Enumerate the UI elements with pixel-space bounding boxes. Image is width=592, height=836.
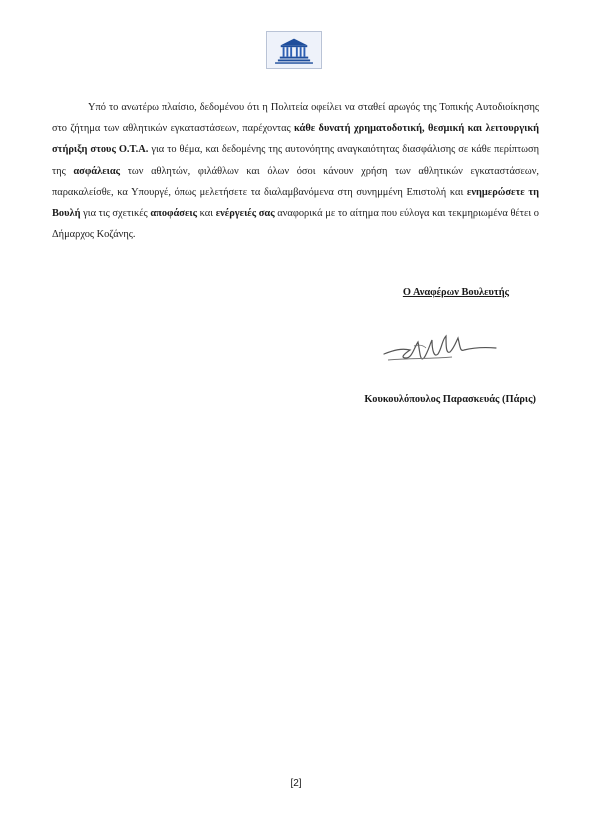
signer-name: Κουκουλόπουλος Παρασκευάς (Πάρις) xyxy=(364,394,536,405)
parliament-logo xyxy=(266,31,322,69)
paragraph-emphasis-decisions: αποφάσεις xyxy=(150,208,197,220)
paragraph-text-2: για το θέμα, και δεδομένης της αυτονόητης αναγκαιότητας διασφάλισης σε κάθε περίπτωση της xyxy=(52,144,540,177)
signature-icon xyxy=(380,328,500,372)
paragraph-text-6: αναφορικά με το αίτημα που εύλογα και τεκμηριωμένα θέτει ο Δήμαρχος Κοζάνης. xyxy=(52,208,539,241)
parliament-emblem-icon xyxy=(267,32,321,68)
signer-title: Ο Αναφέρων Βουλευτής xyxy=(402,287,509,298)
body-paragraph xyxy=(52,97,539,245)
page-number: [2] xyxy=(290,778,302,789)
request-paragraph xyxy=(52,97,539,245)
paragraph-emphasis-inform: ενημερώσετε τη Βουλή xyxy=(52,186,540,220)
paragraph-text-5: και xyxy=(197,208,216,220)
paragraph-emphasis-actions: ενέργειές σας xyxy=(215,208,275,220)
paragraph-text-1: Υπό το ανωτέρω πλαίσιο, δεδομένου ότι η Πολιτεία οφείλει να σταθεί αρωγός της Τοπικής Αυτοδιοίκησης στο ζήτημα των αθλητικών εγκαταστάσεων, παρέχοντας xyxy=(52,102,539,135)
paragraph-emphasis-safety: ασφάλειας xyxy=(73,165,121,177)
handwritten-signature xyxy=(380,328,500,372)
paragraph-text-3: των αθλητών, φιλάθλων και όλων όσοι κάνουν χρήση των αθλητικών εγκαταστάσεων, παρακαλείσθε, κα Υπουργέ, όπως μελετήσετε τα διαλαμβανόμενα στη συνημμένη Επιστολή και xyxy=(52,165,539,198)
paragraph-emphasis-support: κάθε δυνατή χρηματοδοτική, θεσμική και λειτουργική στήριξη στους Ο.Τ.Α. xyxy=(52,123,539,156)
paragraph-text-4: για τις σχετικές xyxy=(80,208,151,220)
